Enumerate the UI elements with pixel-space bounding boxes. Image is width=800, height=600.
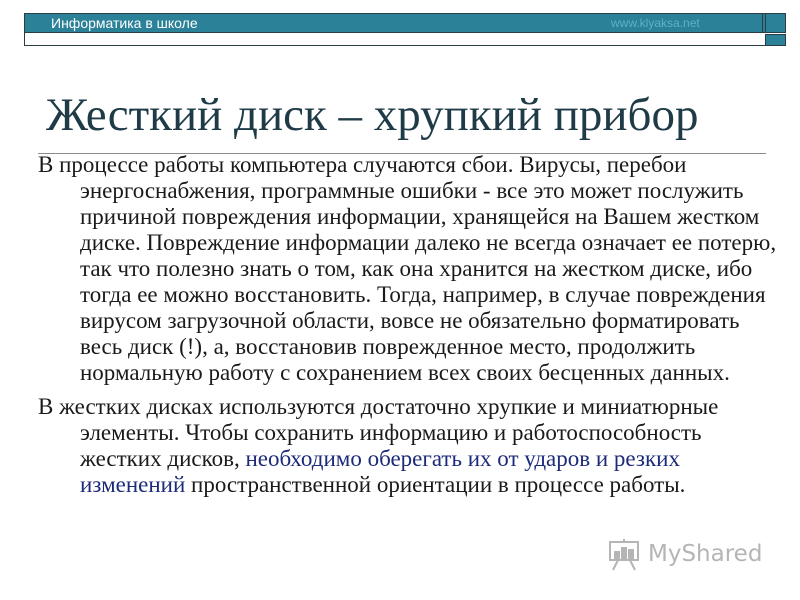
header-link[interactable]: www.klyaksa.net [611,16,700,30]
header-corner-block [765,13,786,33]
header-frame-line [24,33,765,46]
header-divider [762,14,763,32]
paragraph-2-end: пространственной ориентации в процессе работы. [185,472,686,497]
watermark-text: MyShared [648,541,763,567]
header-corner-block-lower [765,34,786,46]
header-bar [24,13,786,33]
paragraph-2-highlight: необходимо оберегать их от ударов и резких изменений [80,446,680,497]
paragraph-2-start: В жестких дисках используются достаточно хрупкие и миниатюрные элементы. Чтобы сохранить информацию и работоспособность жестких дисков, [38,394,719,471]
header-title: Информатика в школе [51,15,198,31]
paragraph-2 [38,394,778,498]
paragraph-1: В процессе работы компьютера случаются сбои. Вирусы, перебои энергоснабжения, программные ошибки - все это может послужить причиной повреждения информации, хранящейся на Вашем жестком диске. Повреждение информации далеко не всегда означает ее потерю, так что полезно знать о том, как она хранится на жестком диске, ибо тогда ее можно восстановить. Тогда, например, в случае повреждения вирусом загрузочной области, вовсе не обязательно форматировать весь диск (!), а, восстановив поврежденное место, продолжить нормальную работу с сохранением всех своих бесценных данных. [38,152,777,385]
slide-body [38,152,778,498]
watermark [604,538,774,572]
presentation-board-icon [604,538,644,572]
slide-title: Жесткий диск – хрупкий прибор [46,89,699,141]
